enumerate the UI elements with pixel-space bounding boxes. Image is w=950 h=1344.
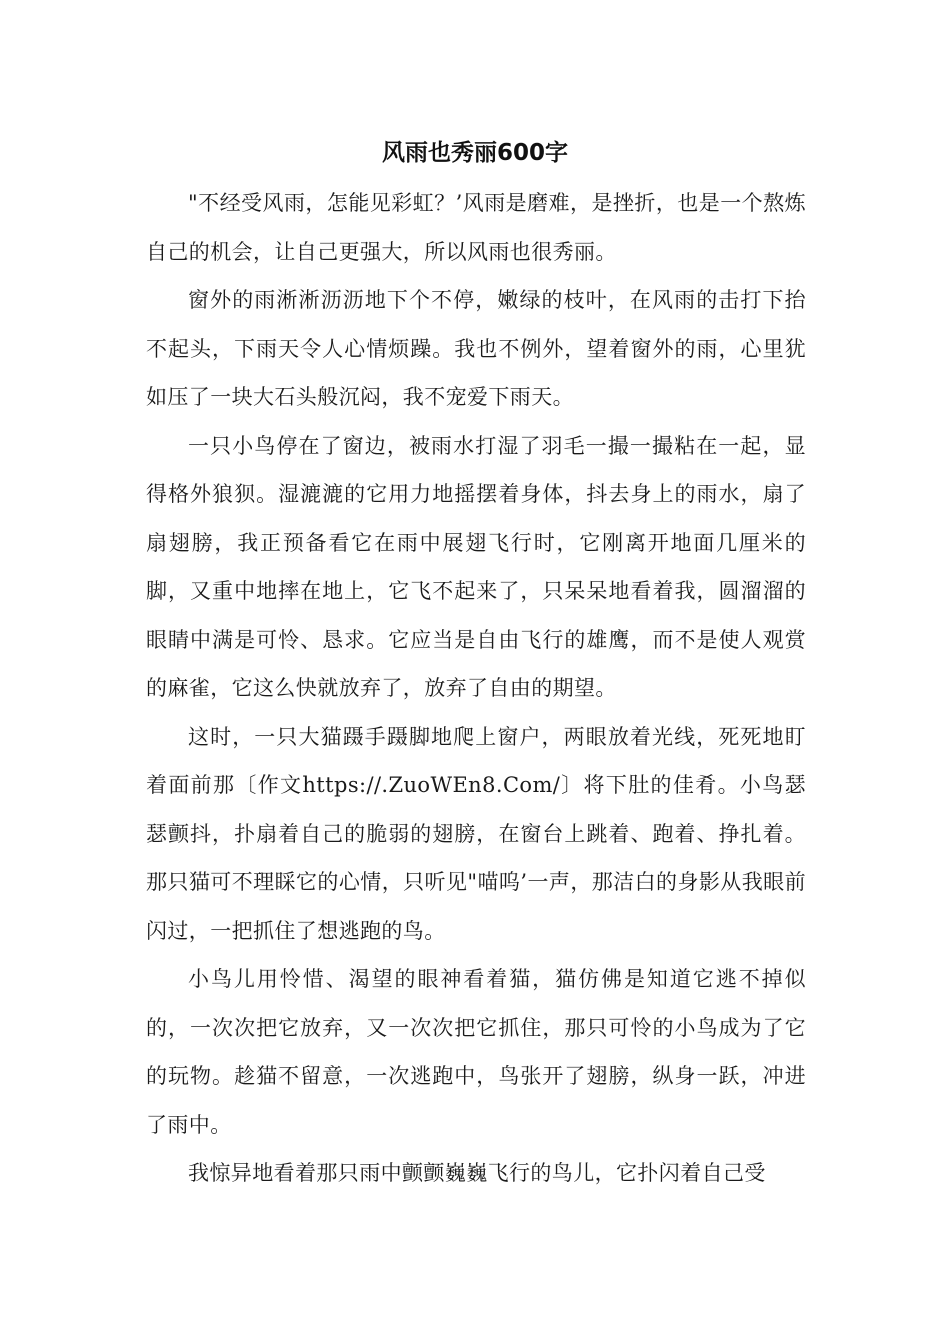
document-body xyxy=(146,179,806,1198)
paragraph: 小鸟儿用怜惜、渴望的眼神看着猫，猫仿佛是知道它逃不掉似的，一次次把它放弃，又一次次把它抓住，那只可怜的小鸟成为了它的玩物。趁猫不留意，一次逃跑中，鸟张开了翅膀，纵身一跃，冲进了雨中。 xyxy=(146,967,806,1137)
paragraph: 窗外的雨淅淅沥沥地下个不停，嫩绿的枝叶，在风雨的击打下抬不起头，下雨天令人心情烦躁。我也不例外，望着窗外的雨，心里犹如压了一块大石头般沉闷，我不宠爱下雨天。 xyxy=(146,288,806,409)
paragraph: 我惊异地看着那只雨中颤颤巍巍飞行的鸟儿，它扑闪着自己受 xyxy=(188,1161,766,1185)
paragraph: 这时，一只大猫蹑手蹑脚地爬上窗户，两眼放着光线，死死地盯着面前那〔作文https://.ZuoWEn8.Com/〕将下肚的佳肴。小鸟瑟瑟颤抖，扑扇着自己的脆弱的翅膀，在窗台上跳着、跑着、挣扎着。那只猫可不理睬它的心情，只听见"喵呜’一声，那洁白的身影从我眼前闪过，一把抓住了想逃跑的鸟。 xyxy=(146,724,806,943)
paragraph: "不经受风雨，怎能见彩虹？’风雨是磨难，是挫折，也是一个熬炼自己的机会，让自己更强大，所以风雨也很秀丽。 xyxy=(146,191,806,264)
document-title: 风雨也秀丽600字 xyxy=(381,140,568,166)
paragraph: 一只小鸟停在了窗边，被雨水打湿了羽毛一撮一撮粘在一起，显得格外狼狈。湿漉漉的它用力地摇摆着身体，抖去身上的雨水，扇了扇翅膀，我正预备看它在雨中展翅飞行时，它刚离开地面几厘米的脚，又重中地摔在地上，它飞不起来了，只呆呆地看着我，圆溜溜的眼睛中满是可怜、恳求。它应当是自由飞行的雄鹰，而不是使人观赏的麻雀，它这么快就放弃了，放弃了自由的期望。 xyxy=(146,433,806,700)
